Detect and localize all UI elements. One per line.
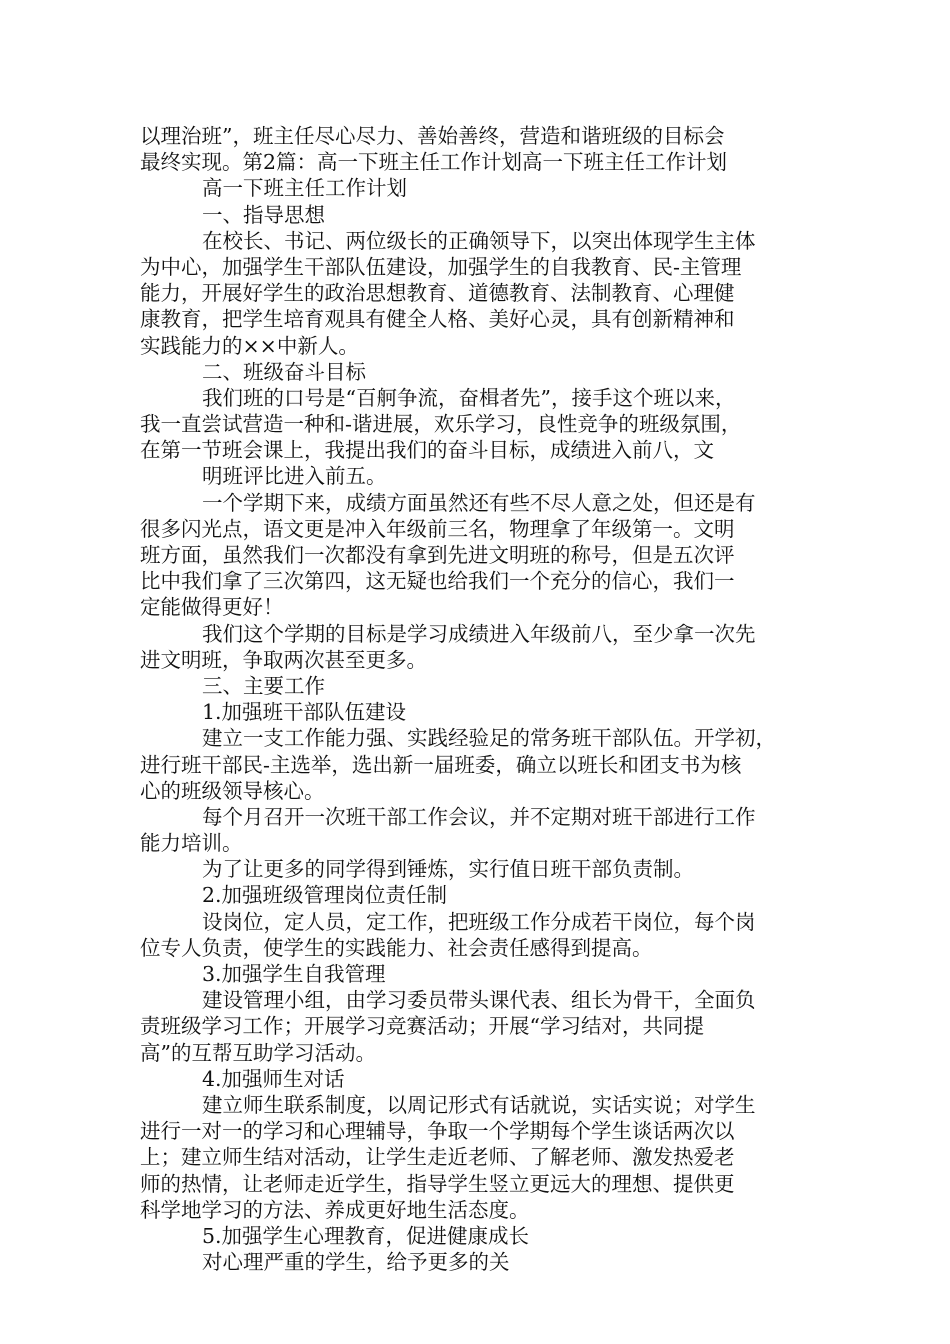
text-line: 高”的互帮互助学习活动。 <box>140 1040 376 1065</box>
text-line: 定能做得更好！ <box>140 595 284 620</box>
text-line: 进行班干部民-主选举，选出新一届班委，确立以班长和团支书为核 <box>140 752 742 777</box>
text-line: 二、班级奋斗目标 <box>202 359 366 384</box>
text-line: 以理治班”，班主任尽心尽力、善始善终，营造和谐班级的目标会 <box>140 124 725 148</box>
text-line: 我们这个学期的目标是学习成绩进入年级前八，至少拿一次先 <box>202 621 756 646</box>
text-line: 5.加强学生心理教育，促进健康成长 <box>202 1223 530 1248</box>
text-line: 4.加强师生对话 <box>202 1066 345 1091</box>
text-line: 科学地学习的方法、养成更好地生活态度。 <box>140 1197 530 1222</box>
text-line: 一个学期下来，成绩方面虽然还有些不尽人意之处，但还是有 <box>202 490 756 515</box>
text-line: 我们班的口号是“百舸争流，奋楫者先”，接手这个班以来， <box>202 385 736 410</box>
text-line: 进文明班，争取两次甚至更多。 <box>140 647 427 672</box>
text-line: 对心理严重的学生，给予更多的关 <box>202 1250 510 1275</box>
text-line: 责班级学习工作；开展学习竞赛活动；开展“学习结对，共同提 <box>140 1014 704 1039</box>
text-line: 比中我们拿了三次第四，这无疑也给我们一个充分的信心，我们一 <box>140 569 735 594</box>
text-line: 我一直尝试营造一种和-谐进展，欢乐学习，良性竞争的班级氛围， <box>140 412 742 437</box>
text-line: 很多闪光点，语文更是冲入年级前三名，物理拿了年级第一。文明 <box>140 516 735 541</box>
text-line: 上；建立师生结对活动，让学生走近老师、了解老师、激发热爱老 <box>140 1145 735 1170</box>
text-line: 2.加强班级管理岗位责任制 <box>202 883 448 908</box>
text-line: 在第一节班会课上，我提出我们的奋斗目标，成绩进入前八，文 <box>140 438 714 463</box>
text-line: 康教育，把学生培育观具有健全人格、美好心灵，具有创新精神和 <box>140 307 735 332</box>
text-line: 位专人负责，使学生的实践能力、社会责任感得到提高。 <box>140 935 653 960</box>
document-body <box>140 123 820 1275</box>
text-line: 3.加强学生自我管理 <box>202 962 386 986</box>
text-line: 三、主要工作 <box>202 673 325 698</box>
text-line: 能力培训。 <box>140 831 243 856</box>
text-line: 每个月召开一次班干部工作会议，并不定期对班干部进行工作 <box>202 804 756 829</box>
text-line: 建设管理小组，由学习委员带头课代表、组长为骨干，全面负 <box>202 988 756 1013</box>
text-line: 师的热情，让老师走近学生，指导学生竖立更远大的理想、提供更 <box>140 1171 735 1196</box>
text-line: 在校长、书记、两位级长的正确领导下，以突出体现学生主体 <box>202 228 756 253</box>
text-line: 能力，开展好学生的政治思想教育、道德教育、法制教育、心理健 <box>140 281 735 306</box>
text-line: 班方面，虽然我们一次都没有拿到先进文明班的称号，但是五次评 <box>140 543 735 567</box>
text-line: 1.加强班干部队伍建设 <box>202 700 407 725</box>
text-line: 明班评比进入前五。 <box>202 464 387 489</box>
text-line: 设岗位，定人员，定工作，把班级工作分成若干岗位，每个岗 <box>202 909 756 934</box>
text-line: 建立一支工作能力强、实践经验足的常务班干部队伍。开学初， <box>202 726 776 751</box>
text-line: 实践能力的××中新人。 <box>140 333 359 358</box>
text-line: 为中心，加强学生干部队伍建设，加强学生的自我教育、民-主管理 <box>140 254 742 279</box>
text-line: 心的班级领导核心。 <box>140 778 325 803</box>
text-line: 高一下班主任工作计划 <box>202 176 407 201</box>
text-line: 最终实现。第2篇：高一下班主任工作计划高一下班主任工作计划 <box>140 150 728 175</box>
text-line: 建立师生联系制度，以周记形式有话就说，实话实说；对学生 <box>202 1092 756 1117</box>
text-line: 进行一对一的学习和心理辅导，争取一个学期每个学生谈话两次以 <box>140 1119 735 1144</box>
text-line: 一、指导思想 <box>202 202 325 227</box>
text-line: 为了让更多的同学得到锤炼，实行值日班干部负责制。 <box>202 857 694 882</box>
